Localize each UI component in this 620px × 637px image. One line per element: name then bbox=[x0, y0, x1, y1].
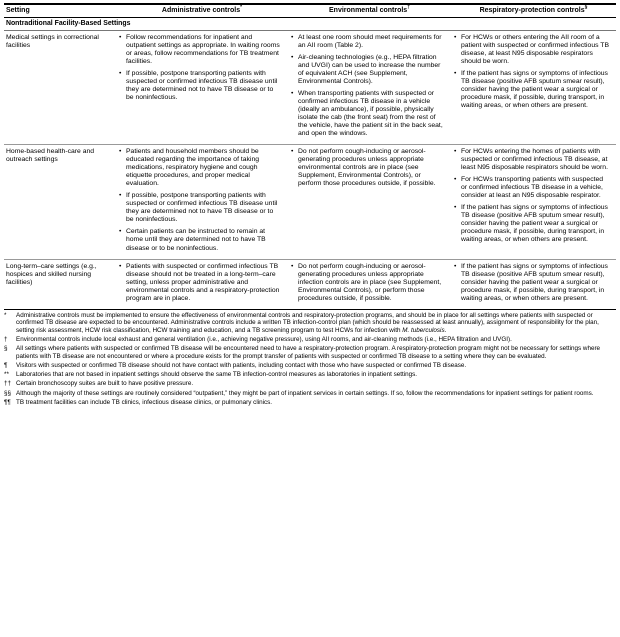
bullet-list bbox=[118, 263, 281, 303]
bullet-list bbox=[118, 34, 281, 102]
footnote-text bbox=[16, 312, 599, 334]
bullet-list bbox=[290, 34, 444, 138]
bullet-item: • When transporting patients with suspected or confirmed infectious TB disease in a vehicle (ideally an ambulance), if possible, physically isolate the cab (the front seat) from the rest of the vehicle, have the patient sit in the back seat, and open the windows. bbox=[290, 90, 444, 138]
bullet-item: • If the patient has signs or symptoms of infectious TB disease (positive AFB sputum smear result), consider having the patient wear a surgical or procedure mask, if possible, during transport, in waiting areas, or when others are present. bbox=[453, 204, 609, 244]
footnote-marker: ¶ bbox=[4, 362, 8, 370]
column-header-setting bbox=[4, 4, 116, 18]
bullet-item: • For HCWs transporting patients with suspected or confirmed infectious TB disease in a vehicle, consider at least an N95 disposable respirator. bbox=[453, 176, 609, 200]
bullet-list bbox=[290, 148, 444, 188]
environmental-controls-cell bbox=[288, 259, 451, 309]
respiratory-controls-cell bbox=[451, 259, 616, 309]
setting-cell: Long-term–care settings (e.g., hospices and skilled nursing facilities) bbox=[6, 262, 97, 286]
footnote-text bbox=[16, 345, 600, 360]
section-header-row bbox=[4, 18, 616, 31]
footnote-text-segment: Although the majority of these settings are routinely considered “outpatient,” they might be part of inpatient services in certain settings. If so, follow the recommendations for inpatient settings for patient rooms. bbox=[16, 389, 594, 397]
column-header-label: Environmental controls bbox=[329, 7, 408, 14]
environmental-controls-cell bbox=[288, 31, 451, 145]
footnote-text-segment: All settings where patients with suspected or confirmed TB disease will be encountered need to have a respiratory-protection program. A respiratory-protection program might not be necessary for settings where patients with TB disease are not encountered or where a procedure exists for the prompt transfer of patients with suspected or confirmed TB disease to a setting where they can be evaluated. bbox=[16, 345, 601, 360]
footnote-marker: ** bbox=[4, 371, 9, 379]
footnote-marker: †† bbox=[4, 380, 12, 388]
footnote-text-segment: Environmental controls include local exhaust and general ventilation (i.e., achieving negative pressure), using AII rooms, and air-cleaning methods (i.e., HEPA filtration and UVGI). bbox=[16, 336, 512, 344]
footnote-marker: § bbox=[4, 345, 8, 353]
footnote-text bbox=[16, 371, 417, 378]
footnote-marker-ref: § bbox=[584, 4, 588, 11]
bullet-item: • Certain patients can be instructed to remain at home until they are determined not to have TB disease or to be noninfectious. bbox=[118, 228, 281, 252]
respiratory-controls-cell bbox=[451, 145, 616, 259]
table-row bbox=[4, 259, 616, 309]
bullet-list bbox=[453, 263, 609, 303]
bullet-item: • Follow recommendations for inpatient and outpatient settings as appropriate. In waiting rooms or areas, follow recommendations for TB treatment facilities. bbox=[118, 34, 281, 66]
table-row bbox=[4, 145, 616, 259]
respiratory-controls-cell bbox=[451, 31, 616, 145]
column-header-environmental bbox=[288, 4, 451, 18]
table-row bbox=[4, 31, 616, 145]
column-header-respiratory bbox=[451, 4, 616, 18]
bullet-item: • Do not perform cough-inducing or aerosol-generating procedures unless appropriate environmental controls are in place (see Supplement, Environmental Controls), or perform those procedures outside, if possible. bbox=[290, 148, 444, 188]
bullet-item: • If possible, postpone transporting patients with suspected or confirmed infectious TB disease until they are determined not to have TB disease or to be noninfectious. bbox=[118, 192, 281, 224]
bullet-item: • If possible, postpone transporting patients with suspected or confirmed infectious TB disease until they are determined not to have TB disease or to be noninfectious. bbox=[118, 70, 281, 102]
column-header-administrative bbox=[116, 4, 288, 18]
bullet-item: • Patients and household members should be educated regarding the importance of taking medications, respiratory hygiene and cough etiquette procedures, and proper medical evaluation. bbox=[118, 148, 281, 188]
footnote-marker: † bbox=[4, 336, 8, 344]
bullet-list bbox=[453, 148, 609, 244]
footnote bbox=[4, 399, 616, 407]
footnote-text-italic: M. tuberculosis bbox=[402, 326, 445, 334]
footnote bbox=[4, 336, 616, 344]
footnote-marker: ¶¶ bbox=[4, 398, 11, 406]
bullet-list bbox=[118, 148, 281, 252]
setting-cell: Medical settings in correctional facilities bbox=[4, 31, 116, 145]
footnote-text-segment: TB treatment facilities can include TB clinics, infectious disease clinics, or pulmonary clinics. bbox=[16, 398, 273, 406]
footnote-text-segment: . bbox=[444, 326, 447, 334]
footnote-text-segment: Laboratories that are not based in inpatient settings should observe the same TB infection-control measures as laboratories in inpatient settings. bbox=[16, 371, 418, 379]
setting-cell: Home-based health-care and outreach settings bbox=[4, 145, 116, 259]
footnote-marker: * bbox=[4, 311, 7, 319]
bullet-item: • For HCWs or others entering the AII room of a patient with suspected or confirmed infectious TB disease, at least N95 disposable respirators should be worn. bbox=[453, 34, 609, 66]
tb-controls-table bbox=[4, 3, 616, 310]
footnote bbox=[4, 371, 616, 379]
footnote bbox=[4, 390, 616, 398]
footnote-text bbox=[16, 336, 512, 343]
footnote-marker-ref: † bbox=[407, 4, 410, 11]
bullet-item: • Do not perform cough-inducing or aerosol-generating procedures unless appropriate infection controls are in place (see Supplement, Environmental Controls), or perform those procedures outside, if possible. bbox=[290, 263, 444, 303]
administrative-controls-cell bbox=[116, 259, 288, 309]
column-header-label: Administrative controls bbox=[161, 7, 241, 14]
bullet-list bbox=[290, 263, 444, 303]
column-header-label: Setting bbox=[6, 7, 30, 14]
footnote bbox=[4, 362, 616, 370]
footnote-text-segment: Administrative controls must be implemented to ensure the effectiveness of environmental controls and respiratory-protection programs, and should be in place for all settings where patients with suspected or confirmed TB disease are expected to be encountered. Administrative controls include a written TB infection-control plan (which should be reassessed at least annually), assignment of responsibility for the plan, setting risk assessment, HCW risk classification, HCW training and education, and a TB screening program to test HCWs for infection with bbox=[16, 311, 599, 334]
footnote-text-segment: Visitors with suspected or confirmed TB disease should not have contact with patients, including contact with those who have suspected or confirmed TB disease. bbox=[16, 362, 467, 370]
bullet-item: • If the patient has signs or symptoms of infectious TB disease (positive AFB sputum smear result), consider having the patient wear a surgical or procedure mask, if possible, during transport, in waiting areas, or when others are present. bbox=[453, 263, 609, 303]
footnote-marker-ref: * bbox=[240, 4, 243, 11]
footnote bbox=[4, 380, 616, 388]
bullet-item: • At least one room should meet requirements for an AII room (Table 2). bbox=[290, 34, 444, 50]
footnote bbox=[4, 345, 616, 360]
bullet-list bbox=[453, 34, 609, 110]
footnote-text bbox=[16, 390, 594, 397]
footnote-text bbox=[16, 399, 272, 406]
section-header: Nontraditional Facility-Based Settings bbox=[4, 18, 616, 31]
footnote bbox=[4, 312, 616, 335]
bullet-item: • If the patient has signs or symptoms of infectious TB disease (positive AFB sputum smear result), consider having the patient wear a surgical or procedure mask, if possible, during transport, in waiting areas, or when others are present. bbox=[453, 70, 609, 110]
administrative-controls-cell bbox=[116, 145, 288, 259]
bullet-item: • Air-cleaning technologies (e.g., HEPA filtration and UVGI) can be used to increase the number of equivalent ACH (see Supplement, Environmental Controls). bbox=[290, 54, 444, 86]
bullet-item: • Patients with suspected or confirmed infectious TB disease should not be treated in a long-term–care setting, unless proper administrative and environmental controls and a respiratory-protection program are in place. bbox=[118, 263, 281, 303]
footnote-text bbox=[16, 380, 193, 387]
column-header-label: Respiratory-protection controls bbox=[479, 7, 585, 14]
footnote-text-segment: Certain bronchoscopy suites are built to have positive pressure. bbox=[16, 380, 194, 388]
column-header-row bbox=[4, 4, 616, 18]
environmental-controls-cell bbox=[288, 145, 451, 259]
bullet-item: • For HCWs entering the homes of patients with suspected or confirmed infectious TB disease, at least N95 disposable respirators should be worn. bbox=[453, 148, 609, 172]
administrative-controls-cell bbox=[116, 31, 288, 145]
footnote-text bbox=[16, 362, 466, 369]
footnotes-section bbox=[4, 310, 616, 407]
footnote-marker: §§ bbox=[4, 389, 12, 397]
